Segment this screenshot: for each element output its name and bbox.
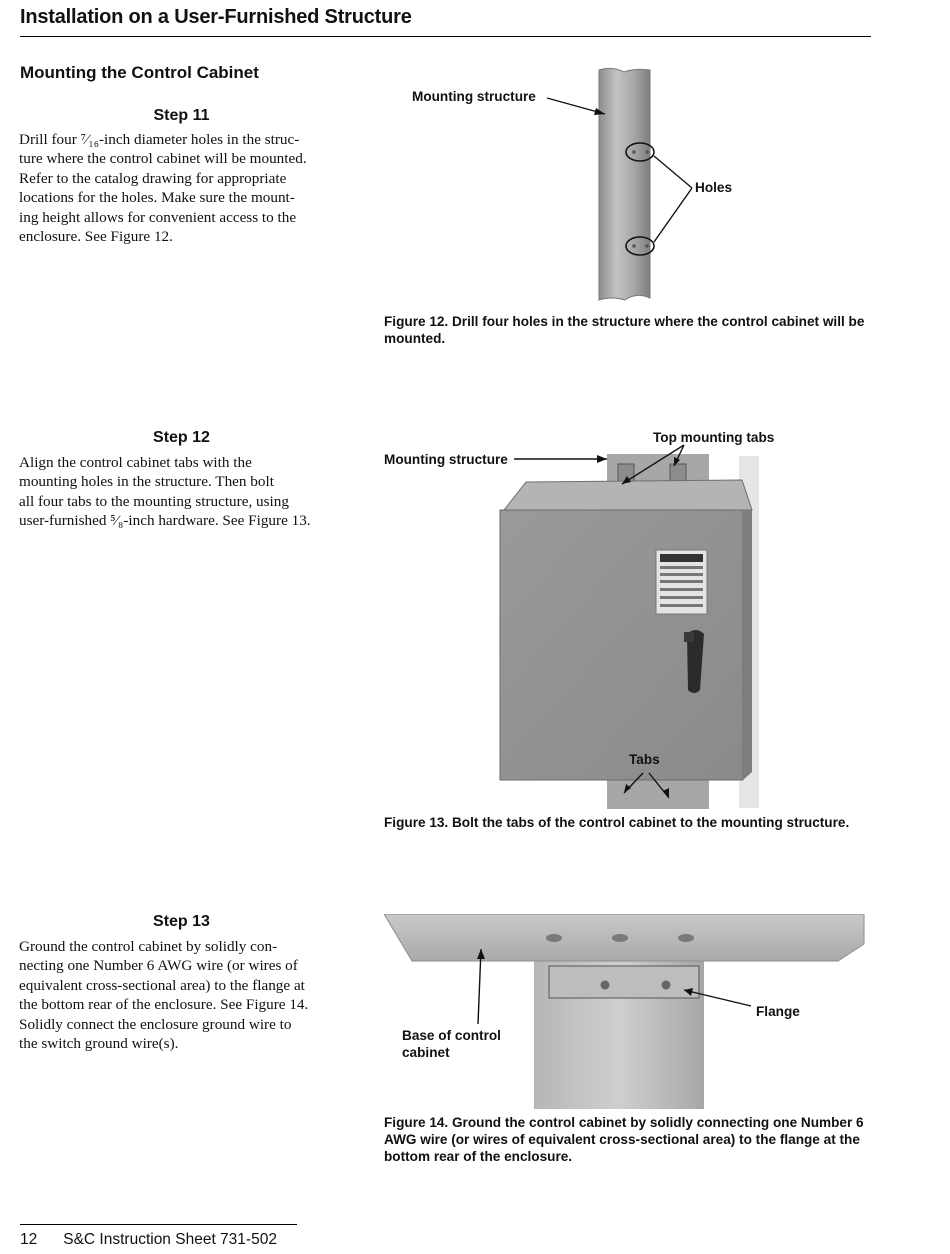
step-11-line: enclosure. See Figure 12. [19,228,173,246]
figure-14-drawing [384,914,874,1110]
step-11-title: Step 11 [153,107,210,124]
header-divider [20,36,871,37]
step-12-text [19,453,343,531]
step-13-title: Step 13 [153,913,210,930]
step-12-line: Align the control cabinet tabs with the [19,454,252,471]
section-title: Mounting the Control Cabinet [20,63,259,82]
step-13-line: necting one Number 6 AWG wire (or wires of [19,957,298,975]
step-13-line: the switch ground wire(s). [19,1035,179,1053]
step-12-title: Step 12 [153,429,210,446]
label-holes: Holes [695,180,733,195]
label-flange: Flange [756,1004,800,1019]
step-13-line: Solidly connect the enclosure ground wire to [19,1015,292,1033]
figure-14-caption: Figure 14. Ground the control cabinet by solidly connecting one Number 6 AWG wire (or wires of equivalent cross-sectional area) to the flange at the bottom rear of the enclosure. [384,1115,864,1164]
step-11-line: locations for the holes. Make sure the mount- [19,189,295,207]
label-base-of-control-cabinet: Base of control cabinet [402,1028,501,1060]
step-11-line: Drill four ⁷⁄₁₆-inch diameter holes in the struc- [19,131,300,148]
page-number: 12 [20,1231,38,1248]
step-11-line: ing height allows for convenient access to the [19,208,297,226]
figure-12-caption: Figure 12. Drill four holes in the structure where the control cabinet will be mounted. [384,314,865,346]
step-12-line: mounting holes in the structure. Then bolt [19,473,274,491]
step-13-text [19,937,343,1053]
step-13-line: the bottom rear of the enclosure. See Figure 14. [19,996,309,1014]
step-12-line: user-furnished ⁵⁄₈-inch hardware. See Figure 13. [19,512,311,530]
label-top-mounting-tabs: Top mounting tabs [653,430,775,445]
step-11-line: ture where the control cabinet will be mounted. [19,150,307,168]
step-13-line: equivalent cross-sectional area) to the flange at [19,976,305,994]
label-mounting-structure-2: Mounting structure [384,452,508,467]
page-footer [20,1231,303,1249]
figure-13-caption: Figure 13. Bolt the tabs of the control cabinet to the mounting structure. [384,815,850,830]
label-tabs: Tabs [629,752,660,767]
step-11-line: Refer to the catalog drawing for appropriate [19,169,287,187]
figure-13 [384,428,874,813]
page-header-title: Installation on a User-Furnished Structure [20,6,412,28]
step-13-line: Ground the control cabinet by solidly con- [19,938,278,955]
figure-14 [384,914,874,1110]
label-mounting-structure: Mounting structure [412,89,536,104]
figure-12 [384,60,874,310]
step-12-line: all four tabs to the mounting structure, using [19,492,289,510]
footer-doc-title: S&C Instruction Sheet 731-502 [63,1231,277,1248]
footer-divider [20,1224,297,1225]
step-11-text [19,130,343,246]
